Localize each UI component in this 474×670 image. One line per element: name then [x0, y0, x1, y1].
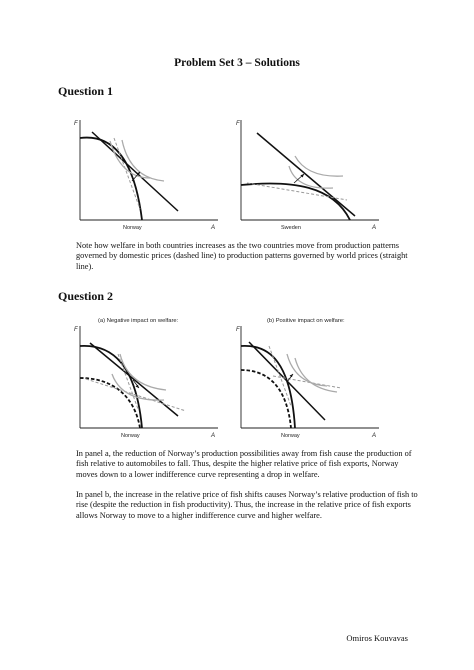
world-price-line: [92, 132, 178, 211]
country-label: Norway: [123, 225, 142, 231]
panel-title: (a) Negative impact on welfare:: [98, 318, 179, 324]
panel-title: (b) Positive impact on welfare:: [267, 318, 345, 324]
reduced-ppf: [241, 370, 291, 428]
q1-sweden-figure: [233, 116, 393, 236]
x-axis-label: A: [372, 433, 377, 439]
y-axis-label: F: [236, 327, 240, 333]
original-ppf: [241, 346, 295, 428]
q2-panel-b-figure: [233, 314, 393, 444]
country-label: Norway: [281, 433, 300, 439]
q2-panel-a-figure: [66, 314, 226, 444]
production-possibility-frontier: [241, 183, 350, 220]
author-footer: Omiros Kouvavas: [346, 633, 408, 643]
x-axis-label: A: [211, 433, 216, 439]
q1-norway-figure: [66, 116, 226, 236]
y-axis-label: F: [236, 121, 240, 127]
x-axis-label: A: [211, 225, 216, 231]
x-axis-label: A: [372, 225, 377, 231]
indifference-curve-high: [122, 140, 164, 181]
new-price-line: [273, 376, 341, 388]
indifference-curve-low: [287, 354, 327, 386]
question-2-text-b: In panel b, the increase in the relative price of fish shifts causes Norway’s relative production of fish to rise (despite the reduction in fish productivity). Thus, the increase in the relative price of fish exports allows Norway to move to a higher indifference curve and higher welfare.: [76, 490, 418, 520]
question-2-heading: Question 2: [58, 289, 114, 303]
question-2-text-a: In panel a, the reduction of Norway’s production possibilities away from fish cause the production of fish relative to automobiles to fall. Thus, despite the higher relative price of fish exports, Norway moves down to a lower indifference curve representing a drop in welfare.: [76, 449, 412, 479]
indifference-curve-low: [110, 141, 150, 178]
indifference-curve-high: [295, 358, 337, 392]
reduced-ppf: [80, 378, 140, 428]
world-price-line: [257, 133, 355, 216]
question-1-heading: Question 1: [58, 84, 114, 98]
y-axis-label: F: [74, 121, 78, 127]
country-label: Norway: [121, 433, 140, 439]
arrowhead: [290, 374, 293, 377]
world-price-line: [90, 343, 178, 416]
indifference-curve-high: [295, 156, 343, 176]
country-label: Sweden: [281, 225, 301, 231]
page-title: Problem Set 3 – Solutions: [174, 57, 300, 69]
y-axis-label: F: [74, 327, 78, 333]
world-price-line: [249, 342, 325, 420]
question-1-text: Note how welfare in both countries increases as the two countries move from production patterns governed by domestic prices (dashed line) to production patterns governed by world prices (straight line).: [76, 241, 408, 271]
